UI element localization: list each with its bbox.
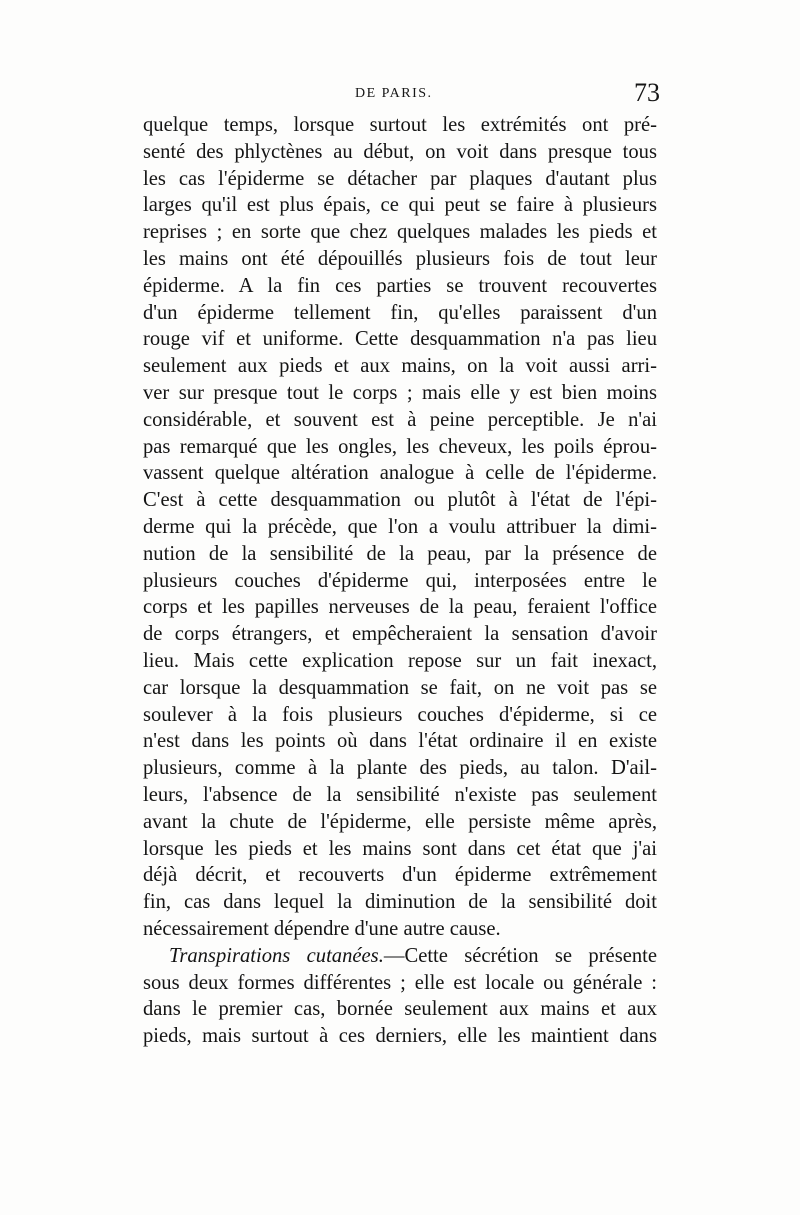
text-line: derme qui la précède, que l'on a voulu attribuer la dimi- (143, 515, 657, 538)
text-line: ver sur presque tout le corps ; mais elle y est bien moins (143, 381, 657, 404)
paragraph-end-line: nécessairement dépendre d'une autre cause. (143, 917, 501, 940)
text-line: pieds, mais surtout à ces derniers, elle les maintient dans (143, 1025, 657, 1048)
text-line: rouge vif et uniforme. Cette desquammation n'a pas lieu (143, 328, 657, 351)
text-line: dans le premier cas, bornée seulement aux mains et aux (143, 998, 657, 1021)
text-line: seulement aux pieds et aux mains, on la voit aussi arri- (143, 355, 657, 378)
text-line: leurs, l'absence de la sensibilité n'existe pas seulement (143, 783, 657, 806)
text-line: de corps étrangers, et empêcheraient la sensation d'avoir (143, 623, 657, 646)
text-line: épiderme. A la fin ces parties se trouvent recouvertes (143, 274, 657, 297)
text-line: les cas l'épiderme se détacher par plaques d'autant plus (143, 167, 657, 190)
text-line: plusieurs couches d'épiderme qui, interposées entre le (143, 569, 657, 592)
text-line: larges qu'il est plus épais, ce qui peut se faire à plusieurs (143, 194, 657, 217)
text-line: déjà décrit, et recouverts d'un épiderme extrêmement (143, 864, 657, 887)
text-line: les mains ont été dépouillés plusieurs fois de tout leur (143, 247, 657, 270)
body-text (143, 112, 657, 1050)
section-heading-line (143, 943, 657, 970)
text-line: nution de la sensibilité de la peau, par la présence de (143, 542, 657, 565)
text-line: fin, cas dans lequel la diminution de la sensibilité doit (143, 891, 657, 914)
text-line: quelque temps, lorsque surtout les extrémités ont pré- (143, 114, 657, 136)
section-heading: Transpirations cutanées. (169, 944, 384, 967)
text-line: lorsque les pieds et les mains sont dans cet état que j'ai (143, 837, 657, 860)
text-line: vassent quelque altération analogue à celle de l'épiderme. (143, 462, 657, 485)
running-head: DE PARIS. (355, 86, 433, 101)
text-line: reprises ; en sorte que chez quelques malades les pieds et (143, 221, 657, 244)
text-line: senté des phlyctènes au début, on voit dans presque tous (143, 140, 657, 163)
text-line: d'un épiderme tellement fin, qu'elles paraissent d'un (143, 301, 657, 324)
text-line: plusieurs, comme à la plante des pieds, au talon. D'ail- (143, 757, 657, 780)
text-line: avant la chute de l'épiderme, elle persiste même après, (143, 810, 657, 833)
text-line: sous deux formes différentes ; elle est locale ou générale : (143, 971, 657, 994)
text-line: n'est dans les points où dans l'état ordinaire il en existe (143, 730, 657, 753)
text-line: pas remarqué que les ongles, les cheveux, les poils éprou- (143, 435, 657, 458)
text-line: soulever à la fois plusieurs couches d'épiderme, si ce (143, 703, 657, 726)
text-line: C'est à cette desquammation ou plutôt à l'état de l'épi- (143, 489, 657, 512)
text-line: corps et les papilles nerveuses de la peau, feraient l'office (143, 596, 657, 619)
section-heading-continuation: —Cette sécrétion se présente (383, 944, 658, 967)
page-number: 73 (634, 78, 660, 107)
text-line: car lorsque la desquammation se fait, on ne voit pas se (143, 676, 657, 699)
text-line: considérable, et souvent est à peine perceptible. Je n'ai (143, 408, 657, 431)
text-line: lieu. Mais cette explication repose sur un fait inexact, (143, 649, 657, 672)
